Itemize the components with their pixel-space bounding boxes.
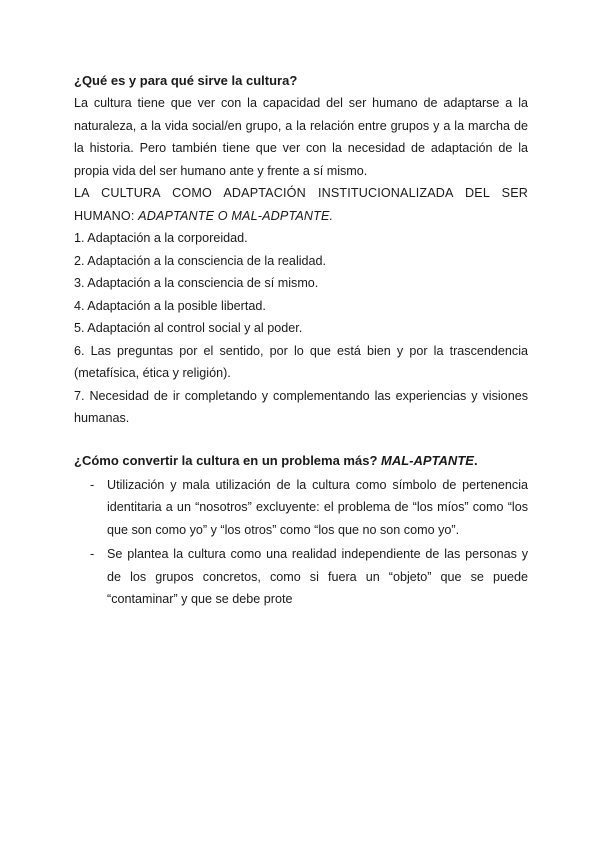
list-item: 1. Adaptación a la corporeidad. — [74, 231, 248, 245]
heading-problem-end: . — [473, 452, 478, 468]
list-item: 7. Necesidad de ir completando y complementando las experiencias y visiones humanas. — [74, 388, 528, 425]
heading-problem-italic: MAL-APTANTE — [381, 452, 474, 468]
dash-list-item — [74, 543, 528, 611]
heading-problem-text: ¿Cómo convertir la cultura en un problema más? — [74, 452, 382, 468]
dash-marker: - — [90, 477, 95, 492]
dash-item-text: Utilización y mala utilización de la cultura como símbolo de pertenencia identitaria a un “nosotros” excluyente: el problema de “los míos” como “los que son como yo” y “los otros” como “los que no son como yo”. — [107, 477, 528, 537]
list-item: 2. Adaptación a la consciencia de la realidad. — [74, 253, 327, 268]
caps-statement-italic: ADAPTANTE O MAL-ADPTANTE. — [138, 208, 334, 223]
dash-marker: - — [90, 547, 95, 561]
section-gap — [74, 430, 528, 450]
problem-dash-list — [74, 474, 528, 611]
dash-item-text: Se plantea la cultura como una realidad independiente de las personas y de los grupos concretos, como si fuera un “objeto” que se puede “contaminar” y que se debe prote — [107, 547, 528, 606]
section-heading-problem — [74, 450, 528, 472]
document-page — [74, 70, 528, 613]
list-item: 4. Adaptación a la posible libertad. — [74, 298, 266, 313]
list-item: 3. Adaptación a la consciencia de sí mismo. — [74, 276, 319, 290]
list-item: 6. Las preguntas por el sentido, por lo que está bien y por la trascendencia (metafísica, ética y religión). — [74, 343, 528, 380]
dash-list-item — [74, 474, 528, 542]
intro-paragraph: La cultura tiene que ver con la capacidad del ser humano de adaptarse a la naturaleza, a la vida social/en grupo, a la relación entre grupos y a la marcha de la historia. Pero también tiene que ver con la necesidad de adaptación de la propia vida del ser humano ante y frente a sí mismo. — [74, 96, 528, 178]
adaptation-list — [74, 227, 528, 430]
list-item: 5. Adaptación al control social y al poder. — [74, 321, 303, 335]
section-heading-culture: ¿Qué es y para qué sirve la cultura? — [74, 73, 298, 88]
caps-statement-text: LA CULTURA COMO ADAPTACIÓN INSTITUCIONALIZADA DEL SER HUMANO: — [74, 186, 528, 223]
caps-statement — [74, 182, 528, 227]
